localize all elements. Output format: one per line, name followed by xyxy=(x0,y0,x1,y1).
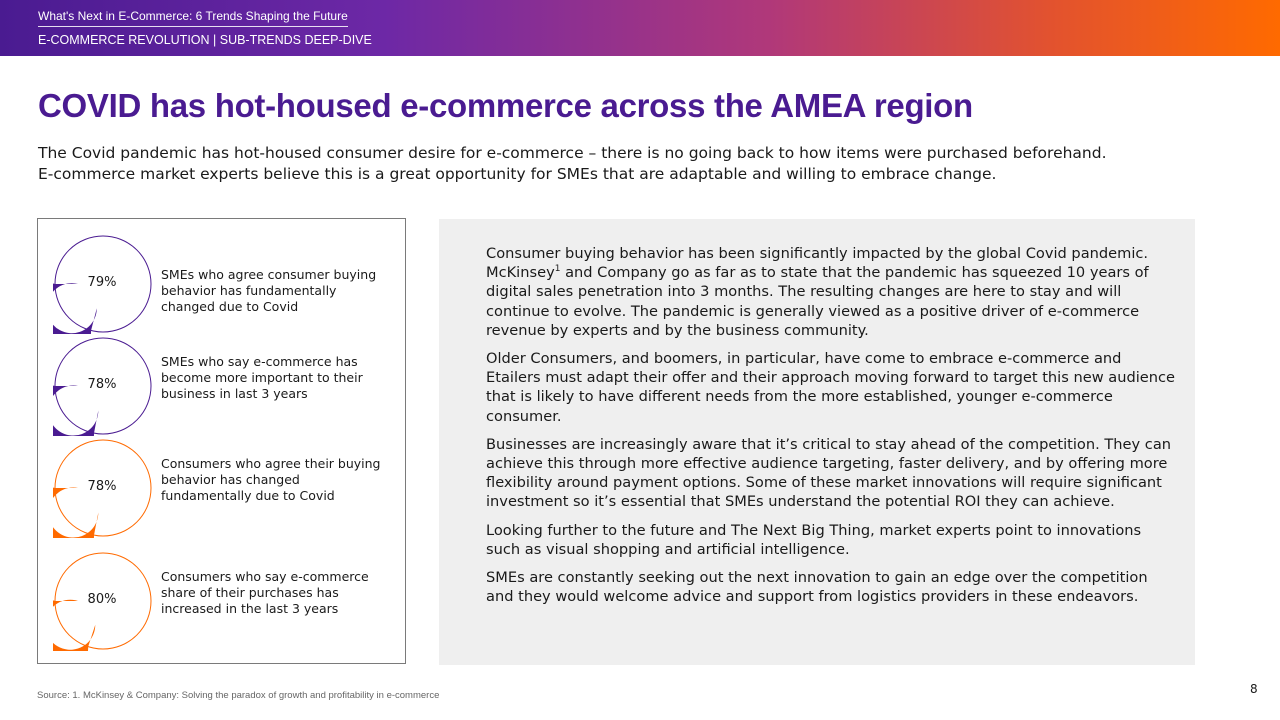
body-paragraph-3: Businesses are increasingly aware that it’s critical to stay ahead of the competition. They can achieve this through more effective audience targeting, faster delivery, and by offering more flexibility around payment options. Some of these market innovations will require significant investment so it’s essential that SMEs understand the potential ROI they can achieve. xyxy=(486,435,1172,511)
stat-percent: 78% xyxy=(87,479,117,494)
stat-description: Consumers who say e-commerce share of their purchases has increased in the last 3 years xyxy=(161,569,369,616)
intro-line-1: The Covid pandemic has hot-housed consumer desire for e-commerce – there is no going back to how items were purchased beforehand. xyxy=(38,144,1107,162)
source-footnote: Source: 1. McKinsey & Company: Solving the paradox of growth and profitability in e-commerce xyxy=(37,690,440,701)
intro-line-2: E-commerce market experts believe this is a great opportunity for SMEs that are adaptable and willing to embrace change. xyxy=(38,165,997,183)
stat-description: SMEs who say e-commerce has become more important to their business in last 3 years xyxy=(161,354,363,401)
stat-percent: 79% xyxy=(87,275,117,290)
stat-description: SMEs who agree consumer buying behavior has fundamentally changed due to Covid xyxy=(161,267,377,314)
stat-item xyxy=(53,438,393,538)
body-paragraph-4: Looking further to the future and The Next Big Thing, market experts point to innovations such as visual shopping and artificial intelligence. xyxy=(486,521,1142,558)
stat-item xyxy=(53,551,393,651)
intro-text xyxy=(38,143,1238,185)
stat-description: Consumers who agree their buying behavior has changed fundamentally due to Covid xyxy=(161,456,381,503)
stats-panel xyxy=(37,218,406,664)
page-title: COVID has hot-housed e-commerce across the AMEA region xyxy=(38,87,973,124)
stat-percent: 78% xyxy=(87,377,117,392)
stat-percent: 80% xyxy=(87,592,117,607)
body-paragraph-1 xyxy=(486,244,1176,340)
stat-item xyxy=(53,336,393,436)
body-paragraph-5: SMEs are constantly seeking out the next innovation to gain an edge over the competition and they would welcome advice and support from logistics providers in these endeavors. xyxy=(486,569,1148,606)
body-text-panel xyxy=(439,219,1195,665)
footnote-ref: 1 xyxy=(554,264,561,275)
body-paragraph-1-start: Consumer buying behavior has been significantly impacted by the global Covid pandemic. McKinsey xyxy=(486,245,1149,282)
deck-title: What's Next in E-Commerce: 6 Trends Shaping the Future xyxy=(38,9,348,27)
header-bar xyxy=(0,0,1280,56)
section-subtitle: E-COMMERCE REVOLUTION | SUB-TRENDS DEEP-DIVE xyxy=(38,33,372,47)
page-number: 8 xyxy=(1250,682,1258,696)
body-paragraph-1-end: and Company go as far as to state that the pandemic has squeezed 10 years of digital sales penetration into 3 months. The resulting changes are here to stay and will continue to evolve. The pandemic is generally viewed as a positive driver of e-commerce revenue by experts and by the business community. xyxy=(486,264,1149,339)
stat-item xyxy=(53,234,393,334)
body-paragraph-2: Older Consumers, and boomers, in particular, have come to embrace e-commerce and Etailers must adapt their offer and their approach moving forward to target this new audience that is likely to have different needs from the more established, younger e-commerce consumer. xyxy=(486,350,1176,425)
